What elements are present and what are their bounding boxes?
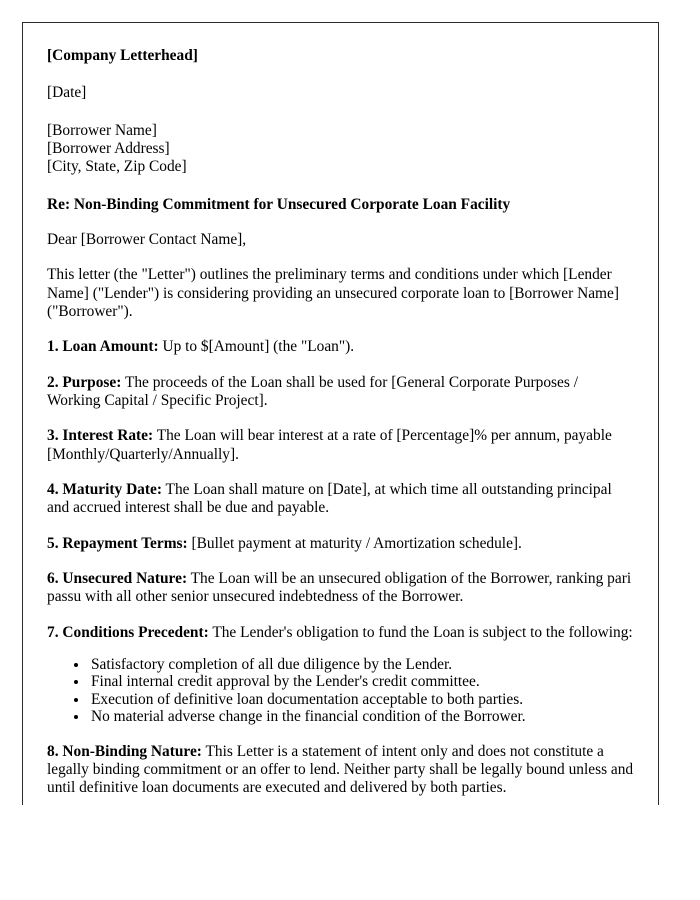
clause-text: The Lender's obligation to fund the Loan is subject to the following: xyxy=(208,623,633,641)
clause-repayment-terms xyxy=(47,535,634,553)
salutation: Dear [Borrower Contact Name], xyxy=(47,230,247,248)
clause-purpose xyxy=(47,374,634,411)
clause-label: 1. Loan Amount: xyxy=(47,338,159,356)
clause-label: 6. Unsecured Nature: xyxy=(47,569,188,587)
list-item: • Final internal credit approval by the Lender's credit committee. xyxy=(89,673,634,690)
date-line: [Date] xyxy=(47,84,87,102)
clause-text: The Loan will be an unsecured obligation of the Borrower, ranking pari passu with all other senior unsecured indebtedness of the Borrower. xyxy=(47,569,632,606)
list-item: • Satisfactory completion of all due diligence by the Lender. xyxy=(89,656,634,673)
clause-non-binding-nature xyxy=(47,743,634,798)
clause-text: The Loan will bear interest at a rate of [Percentage]% per annum, payable [Monthly/Quarterly/Annually]. xyxy=(47,427,612,463)
clause-maturity-date xyxy=(47,481,634,518)
list-item: • No material adverse change in the financial condition of the Borrower. xyxy=(89,708,634,725)
conditions-precedent-list xyxy=(47,656,634,726)
clause-text: [Bullet payment at maturity / Amortization schedule]. xyxy=(187,534,522,552)
clause-unsecured-nature xyxy=(47,570,634,607)
clause-text: Up to $[Amount] (the "Loan"). xyxy=(158,338,355,356)
recipient-address-block xyxy=(47,122,634,177)
clause-interest-rate xyxy=(47,427,634,464)
clause-text: The Loan shall mature on [Date], at which time all outstanding principal and accrued interest shall be due and payable. xyxy=(47,480,612,517)
clause-label: 8. Non-Binding Nature: xyxy=(47,742,202,760)
recipient-address: [Borrower Address] xyxy=(47,139,170,157)
clause-loan-amount xyxy=(47,338,634,356)
clause-label: 5. Repayment Terms: xyxy=(47,534,188,552)
document-page xyxy=(22,22,659,805)
company-letterhead: [Company Letterhead] xyxy=(47,47,198,64)
clause-label: 4. Maturity Date: xyxy=(47,480,162,498)
clause-text: This Letter is a statement of intent only and does not constitute a legally binding commitment or an offer to lend. Neither party shall be legally bound unless and until definitive loan documents are executed and delivered by both parties. xyxy=(47,742,634,797)
clause-text: The proceeds of the Loan shall be used for [General Corporate Purposes / Working Capital / Specific Project]. xyxy=(47,373,578,409)
document-body xyxy=(23,23,658,798)
list-item: • Execution of definitive loan documentation acceptable to both parties. xyxy=(89,691,634,708)
clause-label: 7. Conditions Precedent: xyxy=(47,623,209,641)
recipient-name: [Borrower Name] xyxy=(47,121,157,139)
recipient-city-state-zip: [City, State, Zip Code] xyxy=(47,158,187,176)
subject-line: Re: Non-Binding Commitment for Unsecured Corporate Loan Facility xyxy=(47,195,511,213)
clause-conditions-precedent xyxy=(47,624,634,642)
clause-label: 2. Purpose: xyxy=(47,373,122,391)
intro-paragraph: This letter (the "Letter") outlines the preliminary terms and conditions under which [Lender Name] ("Lender") is considering providing an unsecured corporate loan to [Borrower Name] ("Borrower"). xyxy=(47,266,619,320)
clause-label: 3. Interest Rate: xyxy=(47,427,154,445)
